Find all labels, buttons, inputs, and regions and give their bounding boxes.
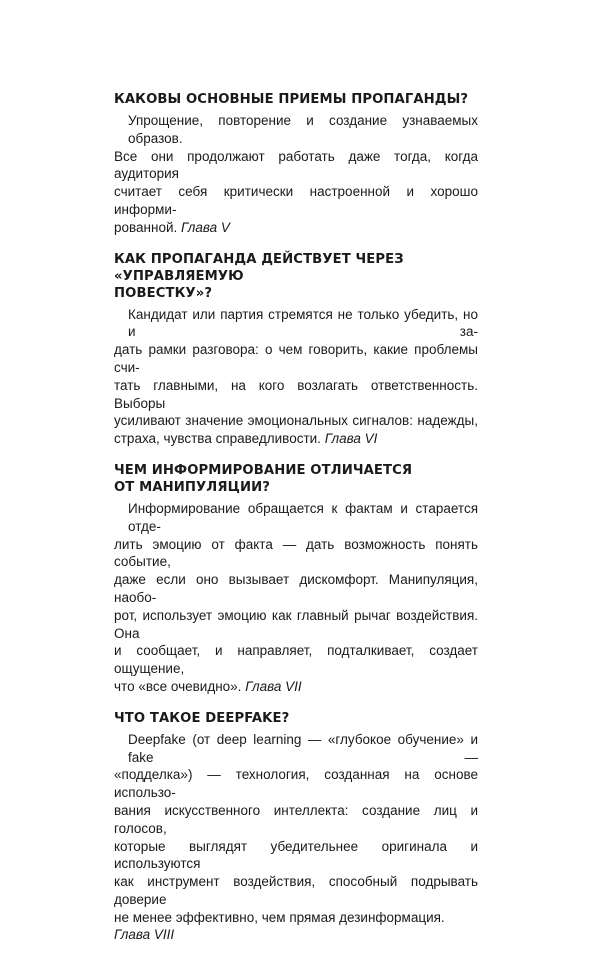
body-text: страха, чувства справедливости. (114, 431, 321, 447)
heading-line: КАК ПРОПАГАНДА ДЕЙСТВУЕТ ЧЕРЕЗ «УПРАВЛЯЕМУЮ (114, 251, 404, 284)
section-managed-agenda (114, 251, 478, 448)
body-line: Информирование обращается к фактам и старается отде- (128, 500, 478, 534)
body-line: даже если оно вызывает дискомфорт. Манипуляция, наобо- (114, 572, 478, 605)
body-line: Упрощение, повторение и создание узнаваемых образов. (128, 113, 478, 146)
section-propaganda-techniques (114, 91, 478, 237)
heading-line: ОТ МАНИПУЛЯЦИИ? (114, 479, 270, 495)
body-line: которые выглядят убедительнее оригинала и используются (114, 838, 478, 872)
body-line: Кандидат или партия стремятся не только убедить, но и за- (128, 306, 478, 340)
chapter-reference: Глава V (181, 219, 230, 235)
body-line: усиливают значение эмоциональных сигналов: надежды, (114, 413, 478, 429)
body-text: что «все очевидно». (114, 678, 242, 694)
body-line: рот, использует эмоцию как главный рычаг воздействия. Она (114, 607, 478, 641)
body-line: дать рамки разговора: о чем говорить, какие проблемы счи- (114, 342, 478, 375)
section-body (114, 306, 478, 448)
section-heading (114, 462, 478, 496)
section-heading: ЧТО ТАКОЕ DEEPFAKE? (114, 710, 290, 726)
content-column (114, 91, 478, 958)
body-line: и сообщает, и направляет, подталкивает, создает ощущение, (114, 643, 478, 677)
body-line: Deepfake (от deep learning — «глубокое обучение» и fake — (128, 731, 478, 765)
heading-line: ЧЕМ ИНФОРМИРОВАНИЕ ОТЛИЧАЕТСЯ (114, 462, 413, 478)
chapter-reference: Глава VII (245, 678, 302, 694)
body-line: Все они продолжают работать даже тогда, когда аудитория (114, 148, 478, 182)
body-line: считает себя критически настроенной и хорошо информи- (114, 184, 478, 217)
section-heading: КАКОВЫ ОСНОВНЫЕ ПРИЕМЫ ПРОПАГАНДЫ? (114, 92, 469, 107)
body-line: лить эмоцию от факта — дать возможность понять событие, (114, 536, 478, 570)
body-text: рованной. (114, 219, 178, 235)
body-line: как инструмент воздействия, способный подрывать доверие (114, 874, 478, 907)
body-line: тать главными, на кого возлагать ответственность. Выборы (114, 377, 478, 411)
section-deepfake (114, 710, 478, 945)
body-line-last (114, 430, 478, 448)
body-line-last (114, 678, 478, 696)
section-heading (114, 251, 478, 302)
chapter-reference: Глава VI (324, 431, 378, 447)
section-information-vs-manipulation (114, 462, 478, 696)
body-line-last (114, 219, 478, 237)
section-body (114, 112, 478, 237)
body-line: вания искусственного интеллекта: создание лиц и голосов, (114, 802, 478, 836)
section-body (114, 500, 478, 696)
body-line-last (114, 909, 478, 945)
body-line: «подделка») — технология, созданная на основе использо- (114, 767, 478, 801)
body-text: не менее эффективно, чем прямая дезинформация. (114, 909, 445, 925)
chapter-reference: Глава VIII (114, 927, 175, 943)
section-body (114, 731, 478, 945)
heading-line: ПОВЕСТКУ»? (114, 285, 213, 301)
